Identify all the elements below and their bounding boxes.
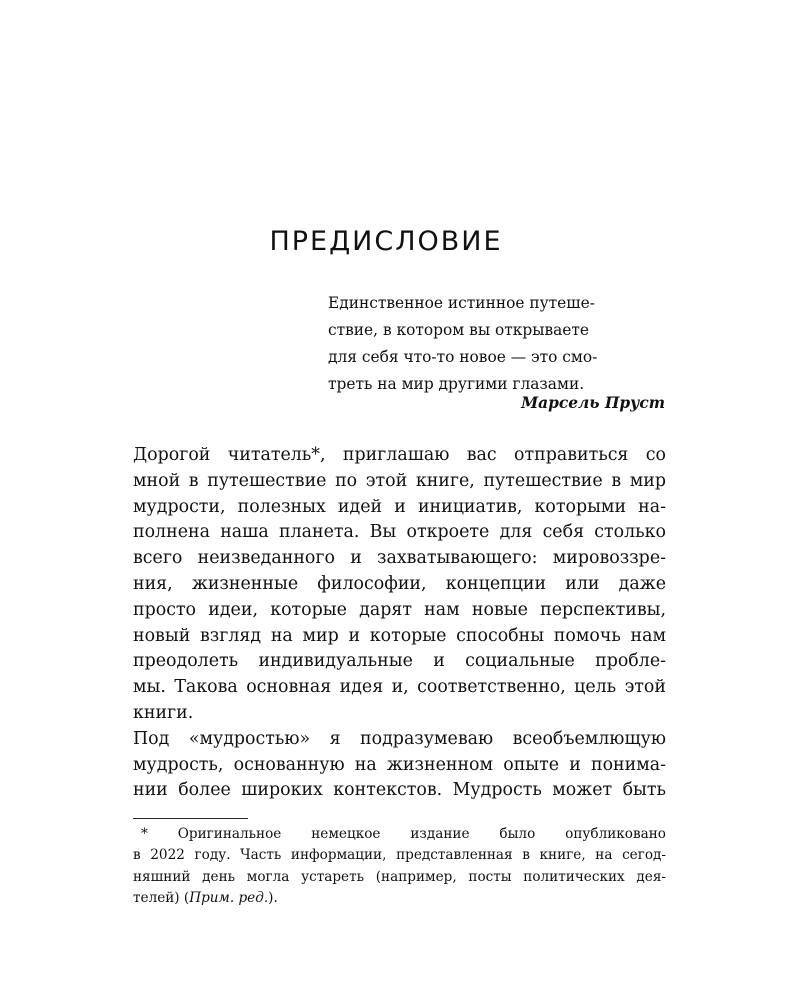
footnote-text: телей) (	[133, 889, 190, 906]
editor-note: Прим. ред.	[189, 889, 269, 906]
body-line: преодолеть индивидуальные и социальные пробле-	[133, 651, 666, 672]
body-line: просто идеи, которые дарят нам новые перспективы,	[133, 599, 666, 620]
body-line: мудрости, полезных идей и инициатив, которыми на-	[133, 496, 666, 517]
body-line: мудрость, основанную на жизненном опыте и понима-	[133, 754, 666, 775]
epigraph-line: для себя что-то новое — это смо-	[328, 348, 598, 366]
body-line: всего неизведанного и захватывающего: мировоззре-	[133, 548, 666, 569]
footnote-line: в 2022 году. Часть информации, представленная в книге, на сегод-	[133, 847, 666, 864]
footnote-line: няшний день могла устареть (например, посты политических дея-	[133, 868, 666, 885]
epigraph-author: Марсель Пруст	[521, 394, 665, 412]
footnote	[133, 824, 666, 909]
body-line: Дорогой читатель*, приглашаю вас отправиться со	[133, 445, 666, 465]
chapter-title: ПРЕДИСЛОВИЕ	[269, 226, 503, 257]
epigraph-line: Единственное истинное путеше-	[328, 294, 595, 312]
footnote-text: ).	[268, 889, 278, 906]
epigraph-line: треть на мир другими глазами.	[328, 375, 585, 393]
epigraph	[328, 290, 665, 398]
footnote-rule	[133, 818, 248, 819]
body-line: мы. Такова основная идея и, соответственно, цель этой	[133, 677, 666, 698]
footnote-line: * Оригинальное немецкое издание было опубликовано	[141, 826, 666, 842]
epigraph-line: ствие, в котором вы открываете	[328, 321, 590, 339]
body-line: полнена наша планета. Вы откроете для себя столько	[133, 522, 666, 543]
body-line: мной в путешествие по этой книге, путешествие в мир	[133, 470, 666, 491]
body-line: ния, жизненные философии, концепции или даже	[133, 573, 666, 594]
body-line: новый взгляд на мир и которые способны помочь нам	[133, 625, 666, 646]
body-text	[133, 443, 666, 804]
footnote-line	[133, 888, 666, 909]
body-line: нии более широких контекстов. Мудрость может быть	[133, 780, 666, 801]
body-line: книги.	[133, 702, 194, 723]
body-line: Под «мудростью» я подразумеваю всеобъемлющую	[133, 728, 666, 749]
